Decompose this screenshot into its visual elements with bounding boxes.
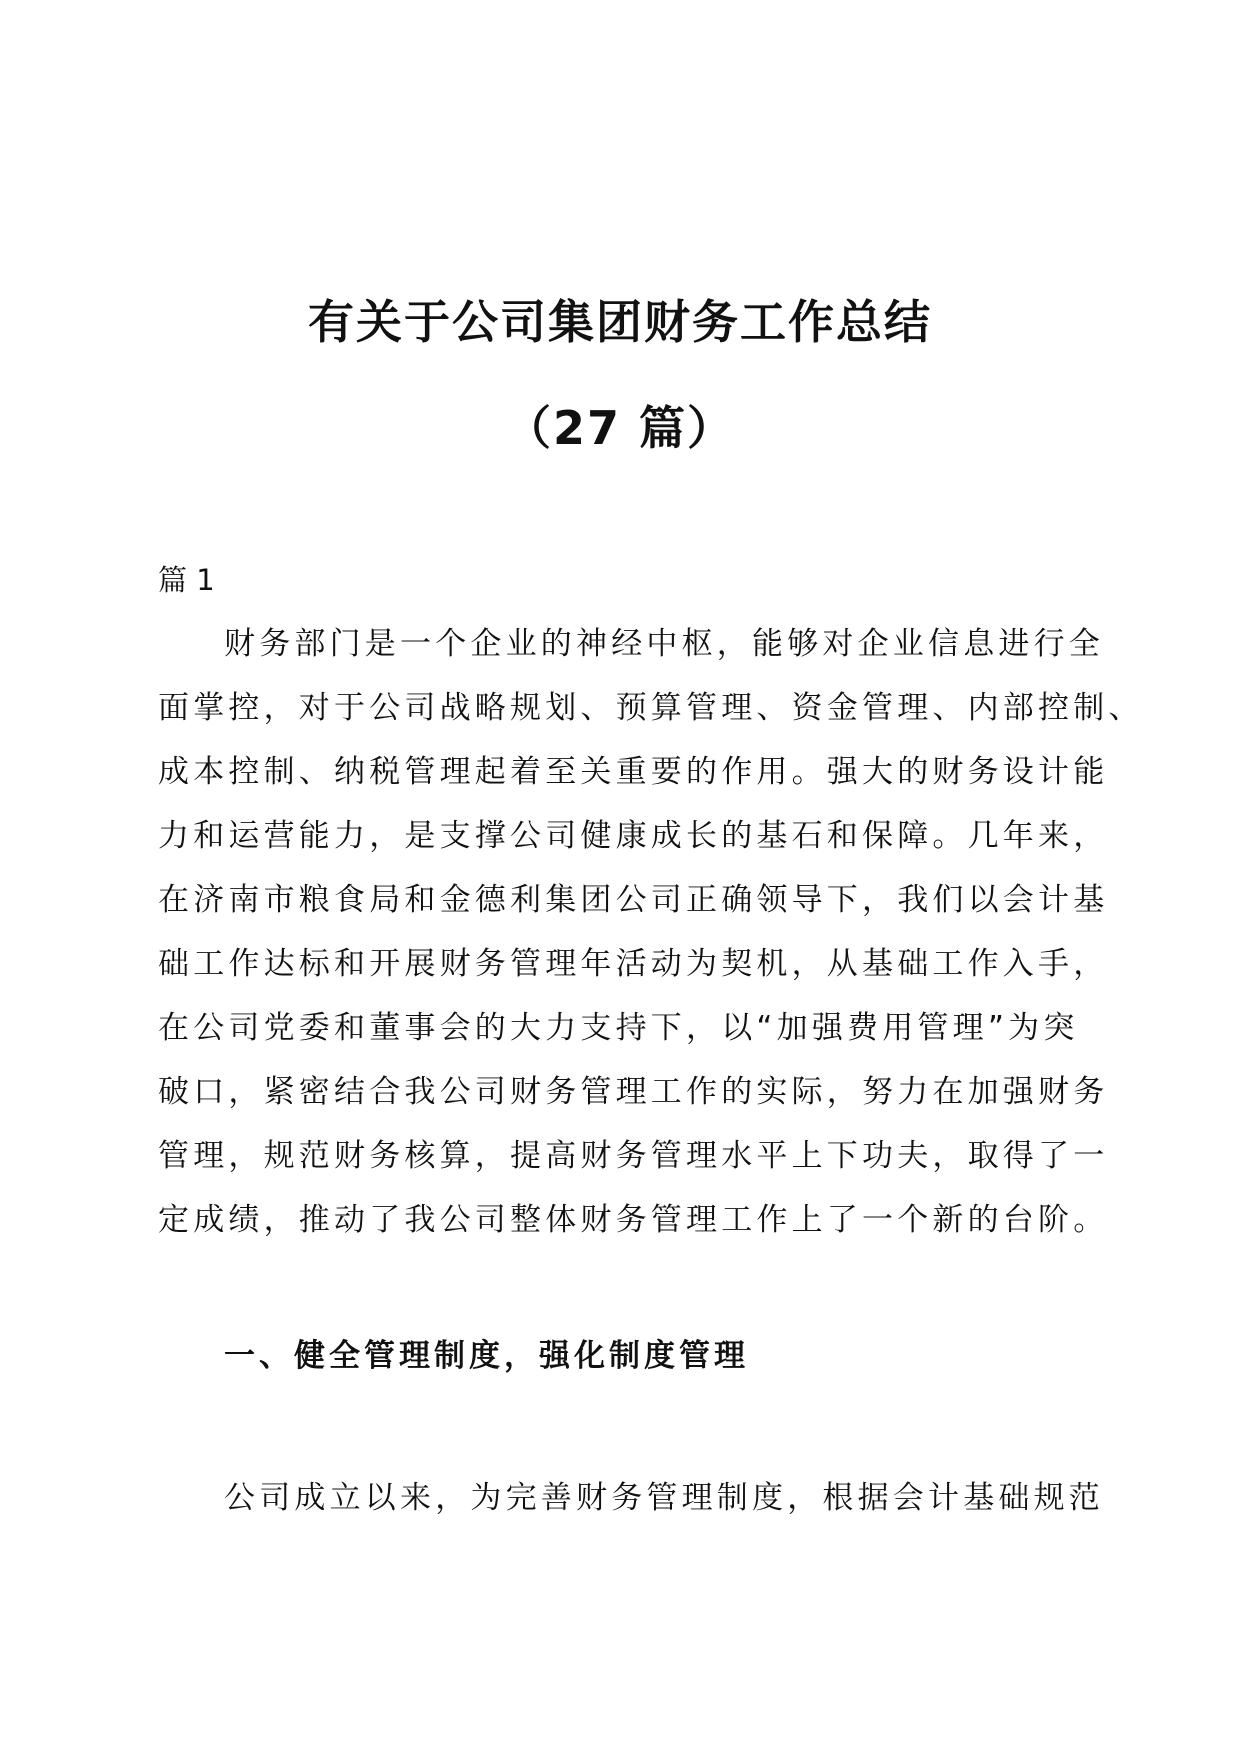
paragraph-line: 成本控制、纳税管理起着至关重要的作用。强大的财务设计能 — [158, 754, 1109, 790]
paragraph-line: 在济南市粮食局和金德利集团公司正确领导下，我们以会计基 — [158, 882, 1109, 918]
paragraph-line: 财务部门是一个企业的神经中枢，能够对企业信息进行全 — [224, 626, 1104, 662]
paragraph-2: 公司成立以来，为完善财务管理制度，根据会计基础规范 — [224, 1480, 1104, 1516]
paragraph-line: 力和运营能力，是支撑公司健康成长的基石和保障。几年来， — [158, 818, 1109, 854]
document-subtitle: （27 篇） — [504, 401, 736, 455]
paragraph-line: 在公司党委和董事会的大力支持下，以“加强费用管理”为突 — [158, 1010, 1079, 1046]
paragraph-line: 础工作达标和开展财务管理年活动为契机，从基础工作入手， — [158, 946, 1109, 982]
document-title: 有关于公司集团财务工作总结 — [308, 295, 932, 349]
section-label: 篇 1 — [158, 563, 215, 597]
section-heading: 一、健全管理制度，强化制度管理 — [224, 1338, 749, 1374]
paragraph-line: 破口，紧密结合我公司财务管理工作的实际，努力在加强财务 — [158, 1074, 1109, 1110]
paragraph-line: 面掌控，对于公司战略规划、预算管理、资金管理、内部控制、 — [158, 690, 1144, 726]
paragraph-line: 管理，规范财务核算，提高财务管理水平上下功夫，取得了一 — [158, 1138, 1109, 1174]
paragraph-line: 定成绩，推动了我公司整体财务管理工作上了一个新的台阶。 — [158, 1202, 1109, 1238]
intro-paragraph — [158, 612, 1144, 1252]
